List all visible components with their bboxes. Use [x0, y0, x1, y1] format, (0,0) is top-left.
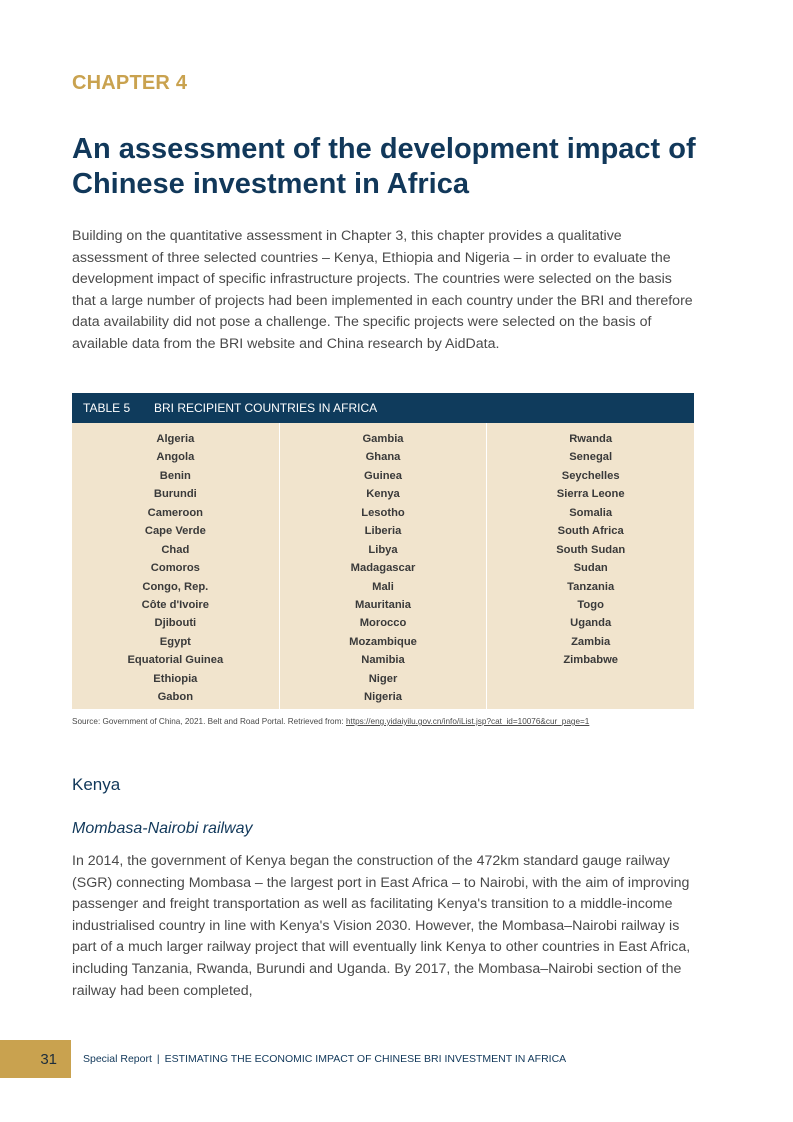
table-cell: Cape Verde [144, 525, 206, 538]
table-cell: Madagascar [350, 562, 416, 575]
table-cell: Benin [159, 469, 191, 482]
table-cell: South Sudan [556, 543, 626, 556]
report-type: Special Report [83, 1053, 152, 1065]
table-source [72, 717, 694, 726]
page-title: An assessment of the development impact of Chinese investment in Africa [72, 133, 696, 200]
table-title: BRI RECIPIENT COUNTRIES IN AFRICA [154, 401, 378, 415]
source-text: Source: Government of China, 2021. Belt and Road Portal. Retrieved from: [72, 717, 346, 726]
table-cell: Lesotho [361, 506, 405, 519]
body-paragraph: In 2014, the government of Kenya began the construction of the 472km standard gauge railway (SGR) connecting Mombasa – the largest port in East Africa – to Nairobi, with the aim of improving passenger and freight transportation as well as facilitating Kenya's transition to a middle-income industrialised country in line with Kenya's Vision 2030. However, the Mombasa–Nairobi railway is part of a much larger railway project that will eventually link Kenya to other countries in East Africa, including Tanzania, Rwanda, Burundi and Uganda. By 2017, the Mombasa–Nairobi section of the railway had been completed, [72, 853, 691, 999]
table-column [280, 423, 488, 709]
report-title: ESTIMATING THE ECONOMIC IMPACT OF CHINESE BRI INVESTMENT IN AFRICA [164, 1053, 567, 1065]
table-cell: Niger [368, 672, 398, 685]
table-cell: Namibia [361, 654, 405, 667]
table-cell: Somalia [569, 506, 613, 519]
table-cell: Ethiopia [153, 672, 198, 685]
table-cell: Cameroon [147, 506, 203, 519]
section-heading: Kenya [72, 775, 121, 794]
source-link[interactable]: https://eng.yidaiyilu.gov.cn/info/iList.jsp?cat_id=10076&cur_page=1 [345, 717, 590, 726]
page-footer [0, 1040, 793, 1078]
table-cell: Togo [577, 598, 604, 611]
table-cell: Senegal [569, 451, 613, 464]
table-cell: Comoros [150, 562, 200, 575]
table-cell: Ghana [365, 451, 401, 464]
table-cell: Guinea [364, 469, 402, 482]
page-number: 31 [0, 1040, 71, 1078]
intro-paragraph: Building on the quantitative assessment in Chapter 3, this chapter provides a qualitative assessment of three selected countries – Kenya, Ethiopia and Nigeria – in order to evaluate the development impact of specific infrastructure projects. The countries were selected on the basis that a large number of projects had been implemented in each country under the BRI and therefore data availability did not pose a challenge. The specific projects were selected on the basis of available data from the BRI website and China research by AidData. [72, 228, 693, 352]
table-cell: Mozambique [349, 635, 417, 648]
table-cell: Kenya [366, 488, 400, 501]
table-label: TABLE 5 [83, 401, 131, 415]
table-cell: Rwanda [569, 433, 613, 445]
table-cell: Zimbabwe [563, 654, 619, 667]
table-cell: Burundi [153, 488, 197, 501]
table-cell: Equatorial Guinea [127, 654, 224, 667]
table-body [72, 423, 694, 709]
table-cell: Sudan [573, 562, 608, 575]
subsection-heading: Mombasa-Nairobi railway [72, 820, 253, 837]
table-column [72, 423, 280, 709]
table-cell: Uganda [570, 617, 612, 630]
countries-table [72, 393, 694, 709]
footer-separator: | [156, 1053, 160, 1065]
table-column [487, 423, 694, 709]
table-cell: Chad [161, 543, 190, 556]
table-cell: Gambia [362, 433, 404, 445]
table-cell: Egypt [159, 635, 191, 648]
table-cell: Zambia [571, 635, 611, 648]
table-cell: Mauritania [355, 598, 411, 611]
chapter-label: CHAPTER 4 [72, 72, 188, 94]
footer-text [83, 1040, 566, 1078]
table-header [72, 393, 694, 423]
table-cell: Côte d'Ivoire [141, 598, 209, 611]
table-cell: Liberia [364, 525, 402, 538]
table-cell: Angola [156, 451, 195, 464]
table-cell: Mali [372, 580, 394, 593]
table-cell: Seychelles [561, 469, 620, 482]
table-cell: Libya [368, 543, 398, 556]
table-cell: Gabon [157, 691, 194, 704]
table-cell: Tanzania [567, 580, 615, 593]
table-cell: Djibouti [154, 617, 197, 630]
table-cell: Nigeria [364, 691, 402, 704]
table-cell: South Africa [557, 525, 624, 538]
table-cell: Morocco [359, 617, 407, 630]
table-cell: Sierra Leone [556, 488, 625, 501]
table-cell: Algeria [156, 433, 195, 445]
table-cell: Congo, Rep. [142, 580, 209, 593]
